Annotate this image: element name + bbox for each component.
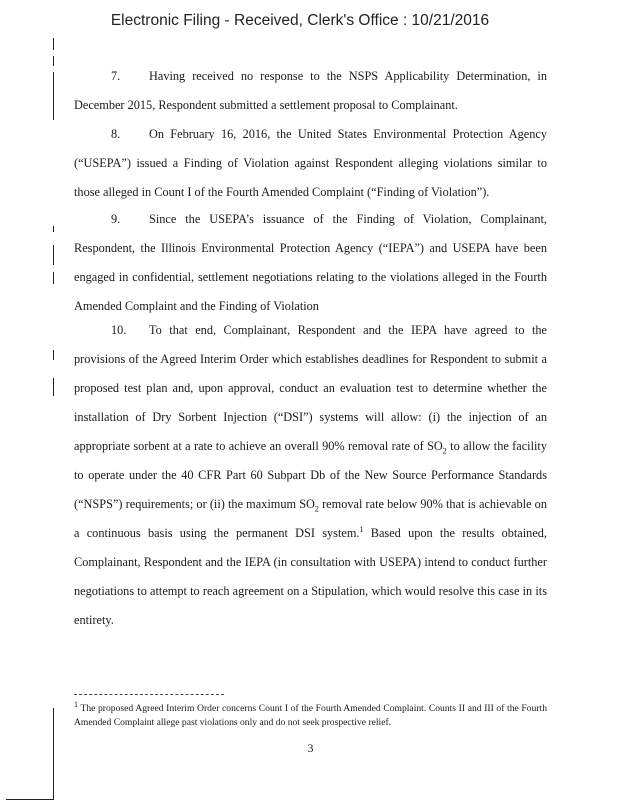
- page-number: 3: [307, 741, 314, 755]
- paragraph-number: 8.: [111, 127, 121, 141]
- paragraph-text-c: removal rate below 90% that is achievable on a continuous basis using the permanent DSI system.: [74, 497, 547, 540]
- paragraph-text-b: to allow the facility to operate under the 40 CFR Part 60 Subpart Db of the New Source Performance Standards (“NSPS”) requirements; or (ii) the maximum SO: [74, 439, 547, 511]
- paragraph-text-d: Based upon the results obtained, Complainant, Respondent and the IEPA (in consultation with USEPA) intend to conduct further negotiations to attempt to reach agreement on a Stipulation, which would resolve this case in its entirety.: [74, 526, 547, 627]
- margin-mark: [53, 350, 54, 360]
- margin-mark: [53, 272, 54, 284]
- paragraph-number: 10.: [111, 323, 127, 337]
- footnote: [74, 699, 547, 730]
- margin-mark: [53, 226, 54, 232]
- paragraph-7: [74, 62, 547, 120]
- subscript-2: 2: [314, 504, 319, 514]
- paragraph-number: 9.: [111, 212, 121, 226]
- filing-stamp-header: Electronic Filing - Received, Clerk's Office : 10/21/2016: [110, 12, 490, 29]
- paragraph-text-a: To that end, Complainant, Respondent and the IEPA have agreed to the provisions of the Agreed Interim Order which establishes deadlines for Respondent to submit a proposed test plan and, upon approval, conduct an evaluation test to determine whether the installation of Dry Sorbent Injection (“DSI”) systems will allow: (i) the injection of an appropriate sorbent at a rate to achieve an overall 90% removal rate of SO: [74, 323, 547, 453]
- margin-mark: [53, 38, 54, 50]
- footnote-reference: 1: [359, 524, 364, 534]
- paragraph-8: [74, 120, 547, 207]
- subscript-2: 2: [442, 446, 447, 456]
- paragraph-10: [74, 316, 547, 635]
- paragraph-text: On February 16, 2016, the United States Environmental Protection Agency (“USEPA”) issued a Finding of Violation against Respondent alleging violations similar to those alleged in Count I of the Fourth Amended Complaint (“Finding of Violation”).: [74, 127, 547, 199]
- footnote-text: The proposed Agreed Interim Order concerns Count I of the Fourth Amended Complaint. Counts II and III of the Fourth Amended Complaint allege past violations only and do not seek prospective relief.: [74, 703, 547, 728]
- footnote-marker: 1: [74, 699, 78, 709]
- paragraph-9: [74, 205, 547, 321]
- paragraph-number: 7.: [111, 69, 121, 83]
- margin-mark: [53, 56, 54, 66]
- footnote-separator: [74, 694, 224, 695]
- margin-mark: [53, 245, 54, 265]
- margin-mark: [53, 72, 54, 120]
- paragraph-text: Since the USEPA’s issuance of the Finding of Violation, Complainant, Respondent, the Illinois Environmental Protection Agency (“IEPA”) and USEPA have been engaged in confidential, settlement negotiations relating to the violations alleged in the Fourth Amended Complaint and the Finding of Violation: [74, 212, 547, 313]
- margin-mark: [53, 378, 54, 396]
- paragraph-text: Having received no response to the NSPS Applicability Determination, in December 2015, Respondent submitted a settlement proposal to Complainant.: [74, 69, 547, 112]
